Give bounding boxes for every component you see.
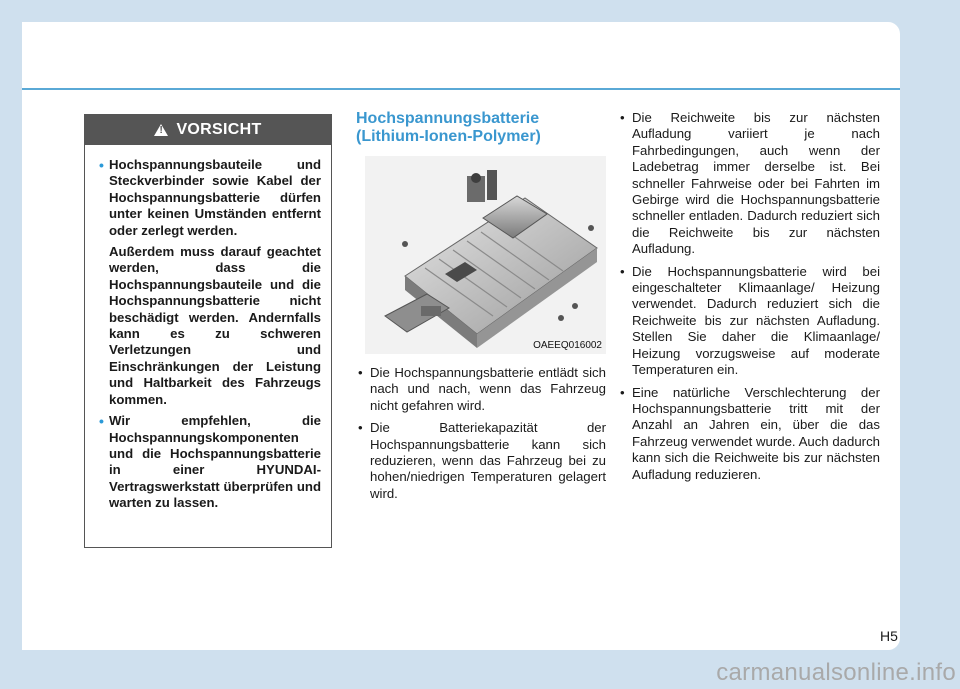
caution-header — [85, 115, 331, 145]
middle-bullet-list — [356, 365, 606, 508]
watermark[interactable]: carmanualsonline.info — [716, 659, 956, 686]
battery-pack-image — [365, 156, 606, 354]
list-item — [356, 420, 606, 502]
caution-item-text: Hochspannungsbauteile und Steckverbinder sowie Kabel der Hochspannungsbatterie dürfen unter keinen Umständen entfernt oder zerlegt werden. — [109, 157, 321, 238]
caution-item-paragraph: Außerdem muss darauf geachtet werden, dass die Hochspannungsbauteile und die Hochspannungsbatterie nicht beschädigt werden. Andernfalls kann es zu schweren Verletzungen und Einschränkungen der Leistung und Haltbarkeit des Fahrzeugs kommen. — [109, 244, 321, 407]
bullet-icon: • — [358, 365, 363, 380]
bullet-icon: • — [620, 263, 625, 279]
caution-title: VORSICHT — [176, 121, 262, 138]
bullet-icon: • — [358, 420, 363, 436]
header-rule — [22, 88, 900, 90]
list-item-text: Die Reichweite bis zur nächsten Aufladung variiert je nach Fahrbedingungen, auch wenn der Ladebetrag immer derselbe ist. Bei schneller Fahrweise oder bei Fahrten im Gebirge wird die Hochspannungsbatterie schneller entladen. Dadurch reduziert sich die Reichweite bis zur nächsten Aufladung. — [632, 110, 880, 257]
list-item — [618, 385, 880, 483]
list-item — [356, 365, 606, 414]
list-item — [618, 264, 880, 379]
caution-item — [99, 157, 321, 239]
list-item — [618, 110, 880, 258]
caution-box — [84, 114, 332, 548]
bullet-icon: • — [620, 110, 625, 125]
figure-code: OAEEQ016002 — [533, 340, 602, 351]
caution-item-text: Wir empfehlen, die Hochspannungskomponenten und die Hochspannungsbatterie in einer HYUNDAI-Vertragswerkstatt überprüfen und warten zu lassen. — [109, 413, 321, 511]
section-title: Hochspannungsbatterie (Lithium-Ionen-Polymer) — [356, 110, 541, 145]
page-number: H5 — [880, 628, 898, 644]
list-item-text: Die Hochspannungsbatterie entlädt sich nach und nach, wenn das Fahrzeug nicht gefahren wird. — [370, 365, 606, 413]
list-item-text: Die Batteriekapazität der Hochspannungsbatterie kann sich reduzieren, wenn das Fahrzeug bei zu hohen/niedrigen Temperaturen gelagert wird. — [370, 420, 606, 501]
caution-body — [85, 145, 331, 512]
right-bullet-list — [618, 110, 880, 489]
bullet-icon: • — [620, 384, 625, 400]
bullet-icon: • — [99, 413, 104, 430]
bullet-icon: • — [99, 157, 104, 173]
list-item-text: Die Hochspannungsbatterie wird bei eingeschalteter Klimaanlage/ Heizung verwendet. Dadurch reduziert sich die Reichweite bis zur nächsten Aufladung. Stellen Sie daher die Klimaanlage/ Heizung vorzugsweise auf moderate Temperaturen ein. — [632, 263, 880, 378]
caution-item — [99, 413, 321, 511]
list-item-text: Eine natürliche Verschlechterung der Hochspannungsbatterie tritt mit der Anzahl an Jahren ein, über die das Fahrzeug verwendet wurde. Auch dadurch kann sich die Reichweite bis zur nächsten Aufladung reduzieren. — [632, 384, 880, 482]
battery-illustration — [365, 156, 606, 354]
warning-triangle-icon — [154, 124, 168, 136]
